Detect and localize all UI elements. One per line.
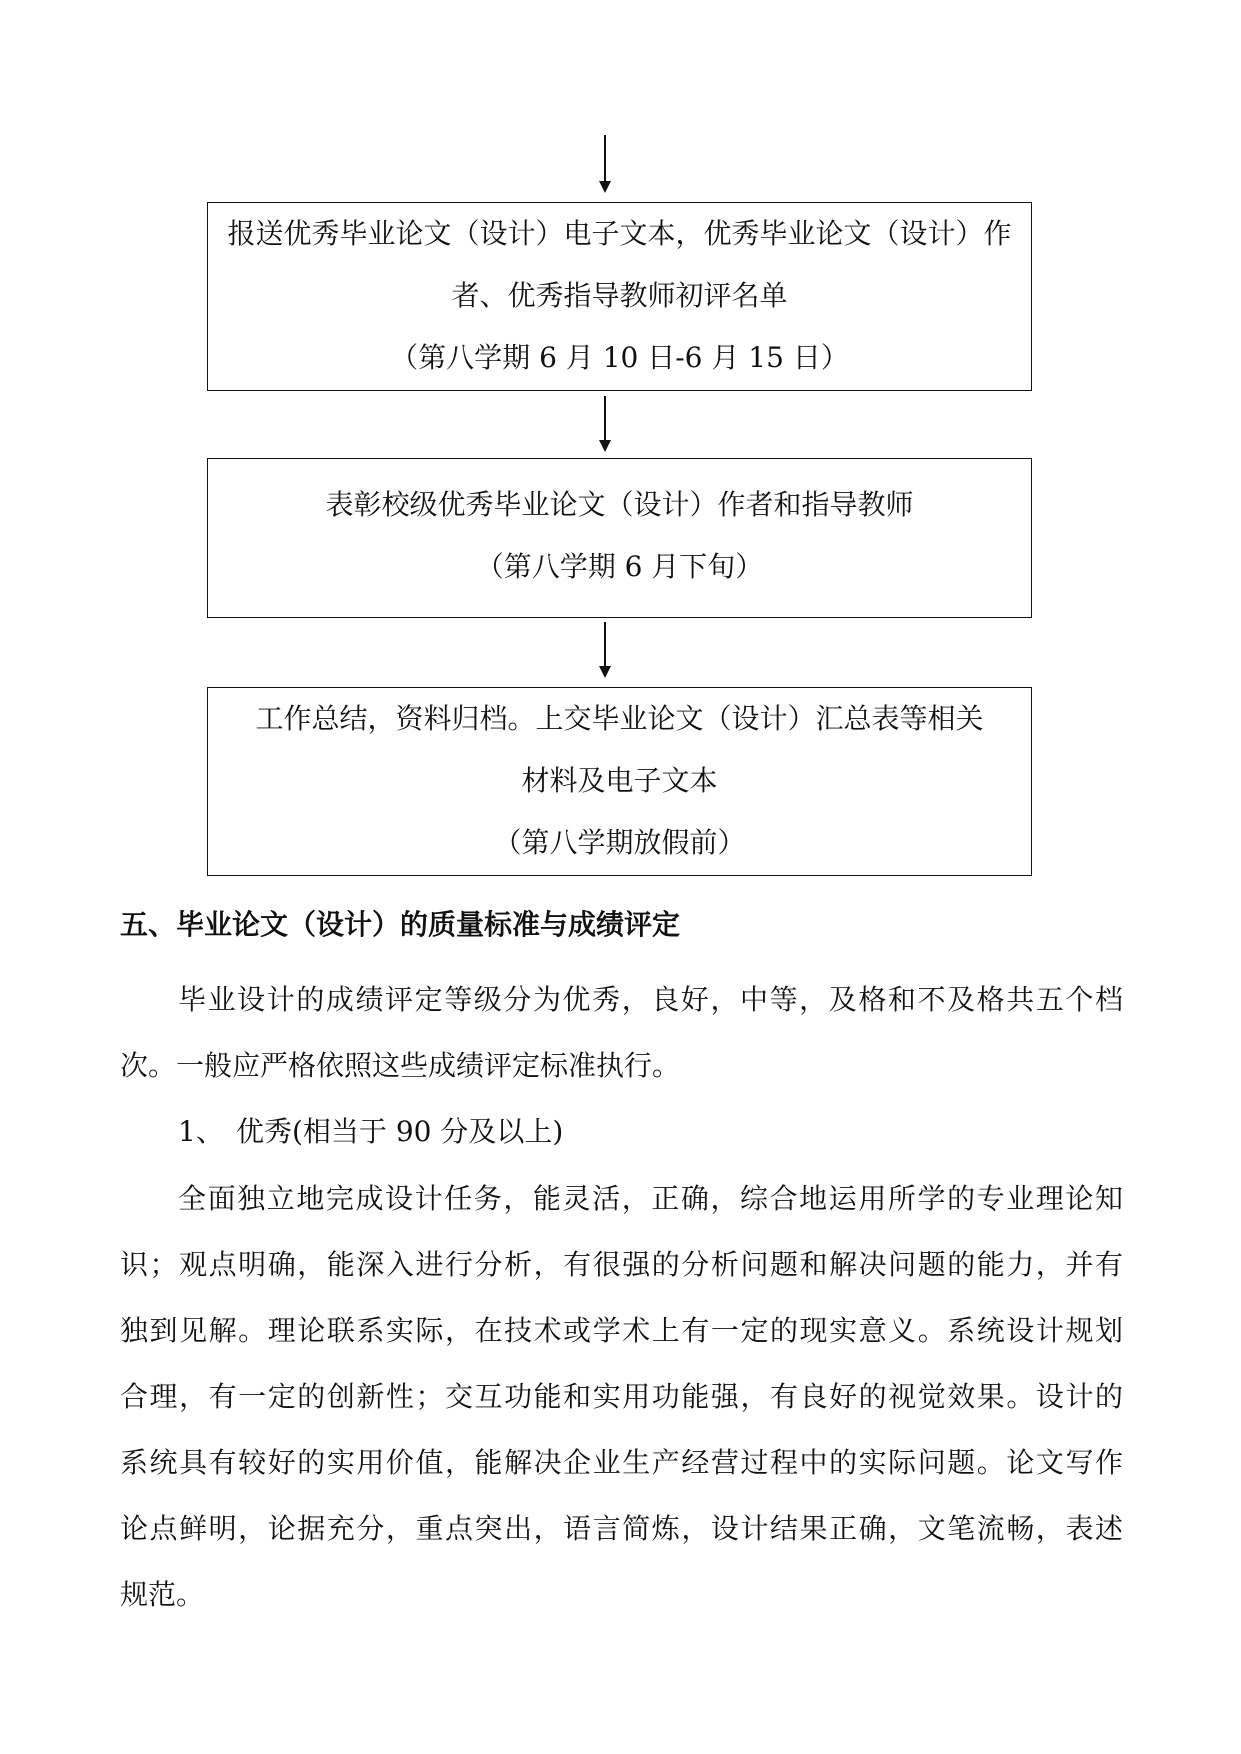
flow-step-text: 工作总结，资料归档。上交毕业论文（设计）汇总表等相关 (255, 702, 984, 735)
flow-step-text: 报送优秀毕业论文（设计）电子文本，优秀毕业论文（设计）作 (227, 217, 1012, 250)
flow-step-text: 表彰校级优秀毕业论文（设计）作者和指导教师 (325, 488, 914, 521)
paragraph-line: 论点鲜明，论据充分，重点突出，语言简炼，设计结果正确，文笔流畅，表述 (120, 1512, 1123, 1545)
grade-item-excellent (178, 1112, 563, 1152)
flow-step-summary-archive (207, 687, 1032, 876)
flow-step-date: （第八学期 6 月下旬） (475, 550, 764, 583)
flow-arrow (599, 622, 611, 678)
paragraph-line: 识；观点明确，能深入进行分析，有很强的分析问题和解决问题的能力，并有 (120, 1248, 1123, 1281)
paragraph-line: 规范。 (120, 1578, 205, 1611)
flow-step-date: （第八学期 6 月 10 日-6 月 15 日） (390, 341, 849, 374)
intro-paragraph (120, 967, 1123, 1099)
paragraph-line: 独到见解。理论联系实际，在技术或学术上有一定的现实意义。系统设计规划 (120, 1314, 1123, 1347)
list-label: 优秀(相当于 90 分及以上) (236, 1115, 564, 1148)
flow-step-date: （第八学期放假前） (493, 826, 746, 859)
flow-arrow (599, 396, 611, 452)
flow-step-text: 材料及电子文本 (521, 764, 718, 797)
paragraph-line: 次。一般应严格依照这些成绩评定标准执行。 (120, 1049, 681, 1082)
flow-step-submit-excellent (207, 202, 1032, 391)
section-heading: 五、毕业论文（设计）的质量标准与成绩评定 (120, 908, 681, 941)
flow-arrow-top (599, 135, 611, 193)
flow-step-text: 者、优秀指导教师初评名单 (451, 279, 788, 312)
paragraph-line: 合理，有一定的创新性；交互功能和实用功能强，有良好的视觉效果。设计的 (120, 1380, 1123, 1413)
flow-step-commend (207, 458, 1032, 618)
paragraph-line: 全面独立地完成设计任务，能灵活，正确，综合地运用所学的专业理论知 (178, 1182, 1123, 1215)
excellent-criteria-paragraph (120, 1166, 1123, 1628)
paragraph-line: 毕业设计的成绩评定等级分为优秀，良好，中等，及格和不及格共五个档 (178, 983, 1123, 1016)
list-number: 1、 (178, 1115, 224, 1148)
paragraph-line: 系统具有较好的实用价值，能解决企业生产经营过程中的实际问题。论文写作 (120, 1446, 1123, 1479)
